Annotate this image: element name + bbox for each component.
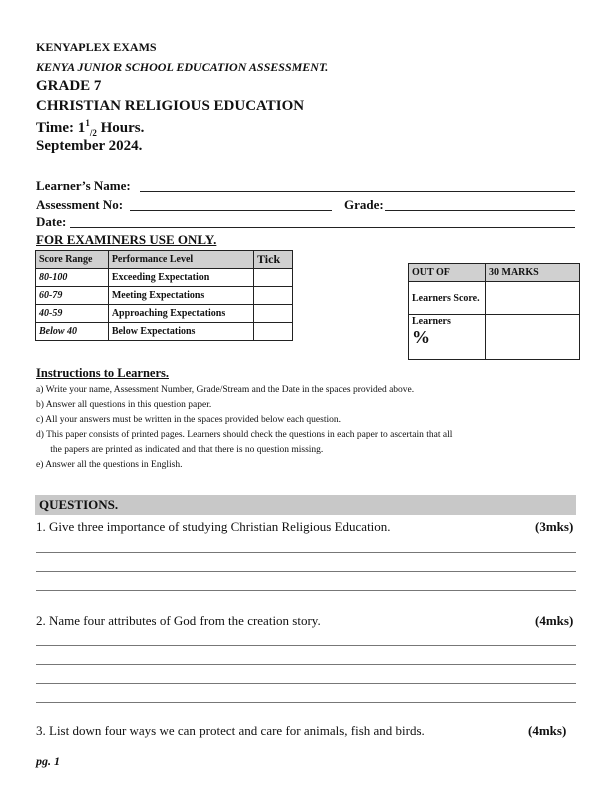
learners-percent-label (409, 315, 486, 360)
percent-sign: % (412, 327, 430, 347)
questions-header: QUESTIONS. (35, 495, 576, 515)
performance-level: Approaching Expectations (108, 305, 253, 323)
assessment-no-field[interactable] (130, 210, 332, 211)
grade-label: Grade: (344, 197, 384, 212)
answer-line[interactable] (36, 645, 576, 646)
org-name: KENYAPLEX EXAMS (36, 40, 157, 54)
header-performance-level: Performance Level (108, 251, 253, 269)
answer-line[interactable] (36, 683, 576, 684)
performance-level: Meeting Expectations (108, 287, 253, 305)
answer-line[interactable] (36, 702, 576, 703)
score-range: 40-59 (36, 305, 109, 323)
page-number: pg. 1 (36, 754, 60, 768)
date-label: Date: (36, 214, 67, 229)
performance-table (35, 250, 293, 341)
name-field[interactable] (140, 191, 575, 192)
question-3-marks: (4mks) (528, 723, 567, 738)
percent-label-text: Learners (412, 316, 451, 327)
header-tick: Tick (254, 251, 293, 269)
instructions-title: Instructions to Learners. (36, 366, 169, 380)
answer-line[interactable] (36, 571, 576, 572)
tick-cell[interactable] (254, 269, 293, 287)
grade: GRADE 7 (36, 78, 102, 94)
tick-cell[interactable] (254, 287, 293, 305)
time-sub: /2 (89, 128, 97, 138)
question-1: 1. Give three importance of studying Christian Religious Education. (36, 519, 391, 534)
instructions-list (36, 383, 452, 473)
performance-level: Exceeding Expectation (108, 269, 253, 287)
instruction-item: b) Answer all questions in this question paper. (36, 400, 212, 410)
time-suffix: Hours. (96, 120, 145, 136)
instruction-item: e) Answer all the questions in English. (36, 460, 183, 470)
instruction-item: c) All your answers must be written in the spaces provided below each question. (36, 415, 341, 425)
answer-line[interactable] (36, 590, 576, 591)
score-range: 60-79 (36, 287, 109, 305)
assessment-name: KENYA JUNIOR SCHOOL EDUCATION ASSESSMENT. (36, 60, 329, 74)
question-2: 2. Name four attributes of God from the creation story. (36, 613, 321, 628)
question-2-marks: (4mks) (535, 613, 574, 628)
instruction-item: the papers are printed as indicated and that there is no question missing. (36, 445, 324, 455)
header-score-range: Score Range (36, 251, 109, 269)
exam-date: September 2024. (36, 138, 143, 154)
tick-cell[interactable] (254, 323, 293, 341)
performance-level: Below Expectations (108, 323, 253, 341)
instruction-item: d) This paper consists of printed pages. Learners should check the questions in each paper to ascertain that all (36, 430, 453, 440)
assessment-no-label: Assessment No: (36, 197, 124, 212)
learners-percent-cell[interactable] (486, 315, 580, 360)
score-table (408, 263, 580, 360)
subject: CHRISTIAN RELIGIOUS EDUCATION (36, 98, 305, 114)
time-prefix: Time: 1 (36, 120, 86, 136)
out-of-label: OUT OF (409, 264, 486, 282)
total-marks: 30 MARKS (486, 264, 580, 282)
question-1-marks: (3mks) (535, 519, 574, 534)
instruction-item: a) Write your name, Assessment Number, Grade/Stream and the Date in the spaces provided above. (36, 385, 415, 395)
time (36, 118, 144, 138)
answer-line[interactable] (36, 552, 576, 553)
question-3: 3. List down four ways we can protect and care for animals, fish and birds. (36, 723, 425, 738)
learners-score-cell[interactable] (486, 282, 580, 315)
grade-field[interactable] (385, 210, 575, 211)
time-sup: 1 (85, 118, 90, 128)
tick-cell[interactable] (254, 305, 293, 323)
answer-line[interactable] (36, 664, 576, 665)
learners-score-label: Learners Score. (409, 282, 486, 315)
score-range: 80-100 (36, 269, 109, 287)
date-field[interactable] (70, 227, 575, 228)
name-label: Learner’s Name: (36, 178, 131, 193)
examiners-title: FOR EXAMINERS USE ONLY. (36, 232, 217, 247)
score-range: Below 40 (36, 323, 109, 341)
